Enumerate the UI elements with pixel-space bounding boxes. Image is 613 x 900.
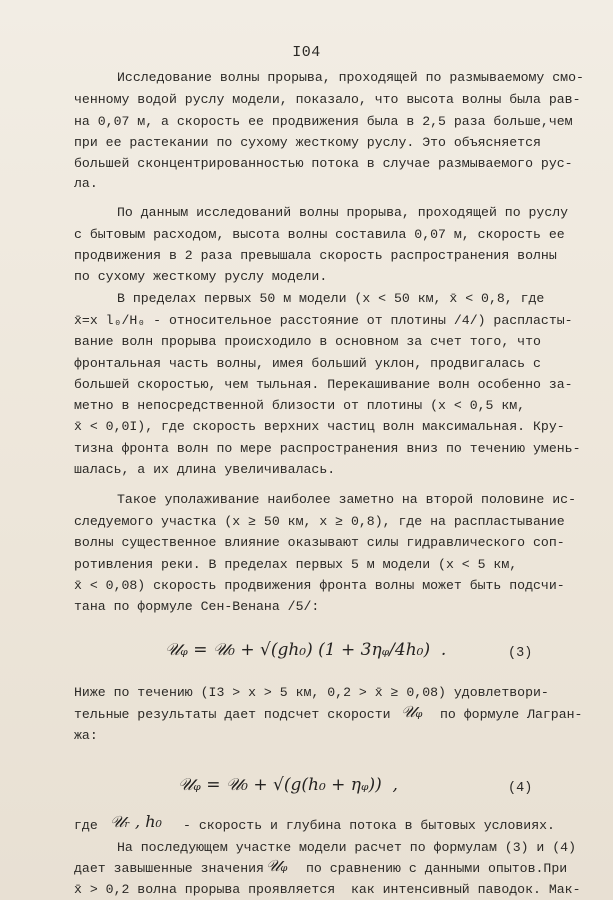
symbol-u-phi: 𝒰ᵩ <box>401 702 423 721</box>
text-line: Такое уполаживание наиболее заметно на второй половине ис- <box>117 492 576 507</box>
text-line: ла. <box>74 176 98 191</box>
symbol-u-r-h0: 𝒰ᵣ , h₀ <box>110 812 162 831</box>
text-line: по сравнению с данными опытов.При <box>306 861 568 876</box>
text-line: вание волн прорыва происходило в основном за счет того, что <box>74 334 541 349</box>
text-line: В пределах первых 50 м модели (x < 50 км, x̄ < 0,8, где <box>117 291 545 306</box>
text-line: x̄ < 0,08) скорость продвижения фронта волны может быть подсчи- <box>74 578 565 593</box>
text-line: дает завышенные значения <box>74 861 264 876</box>
text-line: фронтальная часть волны, имея больший уклон, продвигалась с <box>74 356 541 371</box>
text-line: Ниже по течению (I3 > x > 5 км, 0,2 > x̄ ≥ 0,08) удовлетвори- <box>74 685 549 700</box>
equation-number-4: (4) <box>508 781 533 796</box>
text-line: x̄ > 0,2 волна прорыва проявляется как интенсивный паводок. Мак- <box>74 882 581 897</box>
text-line: По данным исследований волны прорыва, проходящей по руслу <box>117 205 569 220</box>
text-line: метно в непосредственной близости от плотины (x < 0,5 км, <box>74 398 526 413</box>
text-line: большей скоростью, чем тыльная. Перекашивание волн особенно за- <box>74 377 573 392</box>
symbol-u-phi: 𝒰ᵩ <box>266 856 288 875</box>
text-line: при ее растекании по сухому жесткому руслу. Это объясняется <box>74 135 541 150</box>
text-line: шалась, а их длина увеличивалась. <box>74 462 336 477</box>
text-line: тана по формуле Сен-Венана /5/: <box>74 599 320 614</box>
text-line: большей сконцентрированностью потока в случае размываемого рус- <box>74 156 573 171</box>
text-line: x̄=x l₀/H₀ - относительное расстояние от плотины /4/) распласты- <box>74 313 573 328</box>
text-line: волны существенное влияние оказывают силы гидравлического соп- <box>74 535 565 550</box>
text-line: Исследование волны прорыва, проходящей по размываемому смо- <box>117 70 584 85</box>
text-line: по сухому жесткому руслу модели. <box>74 269 328 284</box>
text-line: тельные результаты дает подсчет скорости <box>74 707 391 722</box>
page-number: I04 <box>292 44 321 61</box>
text-line: на 0,07 м, а скорость ее продвижения была в 2,5 раза больше,чем <box>74 114 573 129</box>
text-line: продвижения в 2 раза превышала скорость распространения волны <box>74 248 557 263</box>
equation-number-3: (3) <box>508 646 533 661</box>
text-line: x̄ < 0,0I), где скорость верхних частиц волн максимальная. Кру- <box>74 419 565 434</box>
text-line: - скорость и глубина потока в бытовых условиях. <box>183 818 555 833</box>
formula-saint-venant: 𝒰ᵩ = 𝒰₀ + √(gh₀) (1 + 3ηᵩ/4h₀) . <box>165 640 447 660</box>
text-line: тизна фронта волн по мере распространения вниз по течению умень- <box>74 441 581 456</box>
text-line: ротивления реки. В пределах первых 5 м модели (x < 5 км, <box>74 557 518 572</box>
text-line: где <box>74 818 98 833</box>
text-line: следуемого участка (x ≥ 50 км, x ≥ 0,8), где на распластывание <box>74 514 565 529</box>
text-line: с бытовым расходом, высота волны составила 0,07 м, скорость ее <box>74 227 565 242</box>
text-line: по формуле Лагран- <box>440 707 583 722</box>
text-line: На последующем участке модели расчет по формулам (3) и (4) <box>117 840 576 855</box>
text-line: жа: <box>74 728 98 743</box>
formula-lagrange: 𝒰ᵩ = 𝒰₀ + √(g(h₀ + ηᵩ)) , <box>178 775 398 795</box>
text-line: ченному водой руслу модели, показало, что высота волны была рав- <box>74 92 581 107</box>
